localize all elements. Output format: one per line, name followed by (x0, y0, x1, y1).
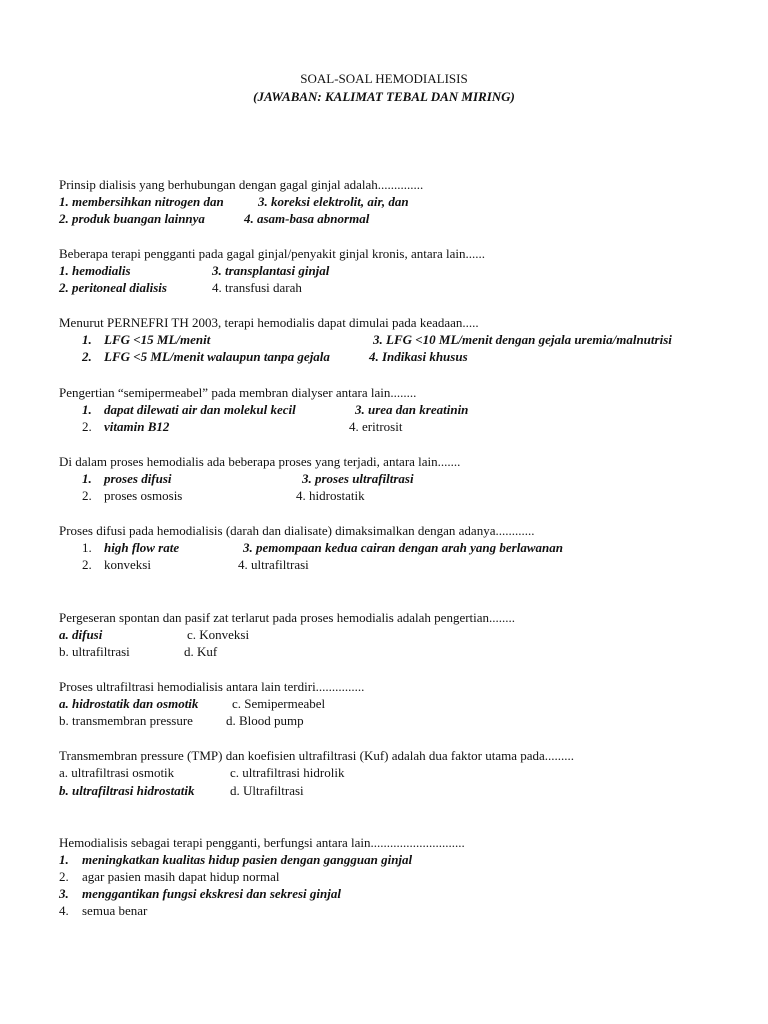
answer-option: 4. ultrafiltrasi (238, 557, 309, 572)
answer-option: LFG <5 ML/menit walaupun tanpa gejala (104, 349, 330, 364)
answer-number: 2. (82, 349, 92, 364)
document-title: SOAL-SOAL HEMODIALISIS (300, 71, 468, 86)
answer-option: agar pasien masih dapat hidup normal (82, 869, 280, 884)
answer-option: 4. transfusi darah (212, 280, 302, 295)
answer-option: semua benar (82, 903, 148, 918)
question-text: Hemodialisis sebagai terapi pengganti, berfungsi antara lain............................. (59, 835, 465, 850)
answer-option: 3. transplantasi ginjal (212, 263, 330, 278)
answer-option: 4. eritrosit (349, 419, 403, 434)
answer-option: meningkatkan kualitas hidup pasien dengan gangguan ginjal (82, 852, 413, 867)
answer-option: 2. produk buangan lainnya (59, 211, 205, 226)
answer-number: 2. (82, 557, 92, 572)
answer-number: 2. (82, 488, 92, 503)
answer-number: 4. (59, 903, 69, 918)
question-text: Proses difusi pada hemodialisis (darah dan dialisate) dimaksimalkan dengan adanya............ (59, 523, 535, 538)
answer-option: b. ultrafiltrasi hidrostatik (59, 783, 195, 798)
answer-option: proses difusi (104, 471, 172, 486)
answer-number: 2. (59, 869, 69, 884)
answer-option: konveksi (104, 557, 151, 572)
answer-option: d. Kuf (184, 644, 218, 659)
question-text: Beberapa terapi pengganti pada gagal ginjal/penyakit ginjal kronis, antara lain...... (59, 246, 485, 261)
answer-option: 1. membersihkan nitrogen dan (59, 194, 224, 209)
question-text: Di dalam proses hemodialis ada beberapa proses yang terjadi, antara lain....... (59, 454, 461, 469)
answer-number: 1. (82, 332, 92, 347)
answer-number: 3. (59, 886, 69, 901)
answer-option: 3. proses ultrafiltrasi (302, 471, 414, 486)
answer-option: 1. hemodialis (59, 263, 131, 278)
answer-option: c. ultrafiltrasi hidrolik (230, 765, 345, 780)
answer-number: 2. (82, 419, 92, 434)
answer-option: a. ultrafiltrasi osmotik (59, 765, 175, 780)
answer-option: c. Konveksi (187, 627, 250, 642)
answer-option: menggantikan fungsi ekskresi dan sekresi ginjal (82, 886, 341, 901)
answer-option: a. difusi (59, 627, 103, 642)
document-subtitle: (JAWABAN: KALIMAT TEBAL DAN MIRING) (253, 89, 515, 104)
answer-option: b. transmembran pressure (59, 713, 193, 728)
answer-option: 3. koreksi elektrolit, air, dan (258, 194, 409, 209)
answer-number: 1. (59, 852, 69, 867)
answer-number: 1. (82, 540, 92, 555)
answer-option: 4. asam-basa abnormal (244, 211, 370, 226)
answer-number: 1. (82, 402, 92, 417)
question-text: Transmembran pressure (TMP) dan koefisien ultrafiltrasi (Kuf) adalah dua faktor utama pada......... (59, 748, 575, 763)
question-text: Proses ultrafiltrasi hemodialisis antara lain terdiri............... (59, 679, 365, 694)
question-text: Prinsip dialisis yang berhubungan dengan gagal ginjal adalah.............. (59, 177, 424, 192)
answer-option: d. Blood pump (226, 713, 304, 728)
question-text: Pergeseran spontan dan pasif zat terlarut pada proses hemodialis adalah pengertian........ (59, 610, 516, 625)
answer-option: c. Semipermeabel (232, 696, 326, 711)
answer-option: b. ultrafiltrasi (59, 644, 130, 659)
answer-number: 1. (82, 471, 92, 486)
answer-option: LFG <15 ML/menit (104, 332, 211, 347)
answer-option: high flow rate (104, 540, 180, 555)
answer-option: a. hidrostatik dan osmotik (59, 696, 199, 711)
answer-option: d. Ultrafiltrasi (230, 783, 304, 798)
question-text: Menurut PERNEFRI TH 2003, terapi hemodialis dapat dimulai pada keadaan..... (59, 315, 479, 330)
answer-option: vitamin B12 (104, 419, 170, 434)
answer-option: 3. urea dan kreatinin (355, 402, 469, 417)
answer-option: proses osmosis (104, 488, 183, 503)
answer-option: 4. Indikasi khusus (369, 349, 468, 364)
answer-option: 2. peritoneal dialisis (59, 280, 167, 295)
answer-option: 3. LFG <10 ML/menit dengan gejala uremia/malnutrisi (373, 332, 672, 347)
answer-option: 3. pemompaan kedua cairan dengan arah yang berlawanan (243, 540, 563, 555)
answer-option: dapat dilewati air dan molekul kecil (104, 402, 296, 417)
question-text: Pengertian “semipermeabel” pada membran dialyser antara lain........ (59, 385, 417, 400)
answer-option: 4. hidrostatik (296, 488, 365, 503)
